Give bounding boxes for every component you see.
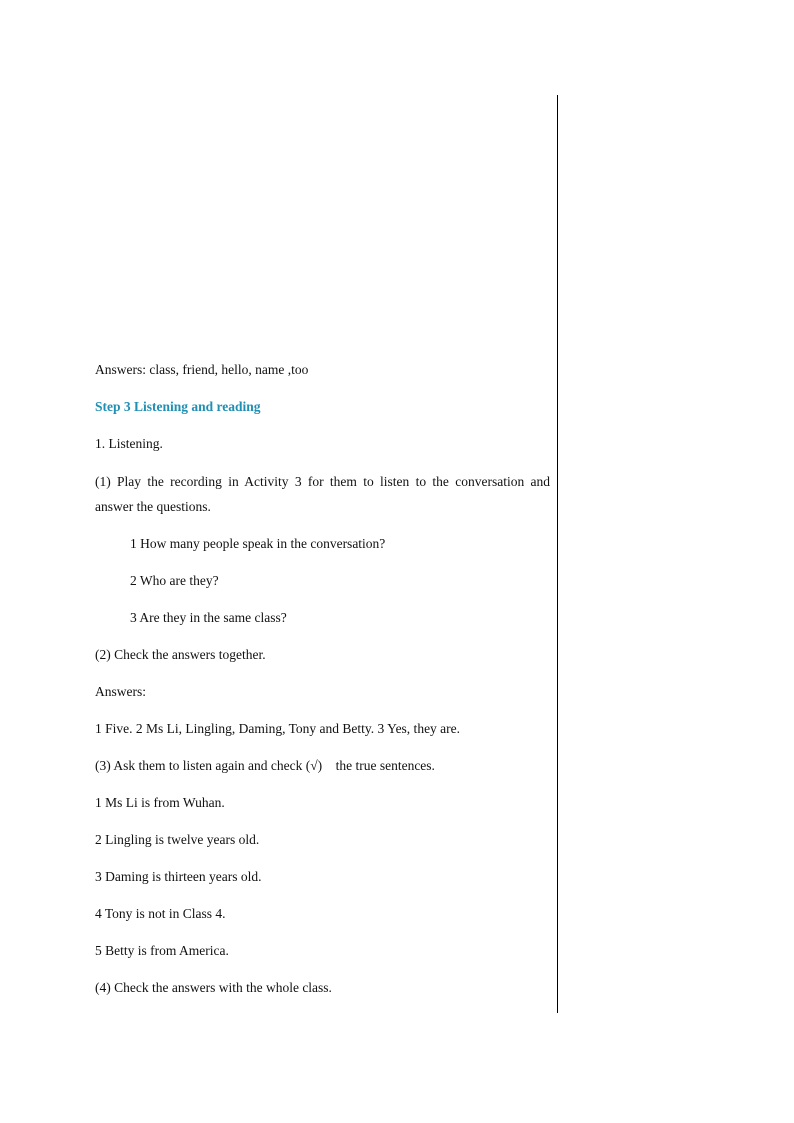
step-heading: Step 3 Listening and reading [95,399,261,414]
sentence-1: 1 Ms Li is from Wuhan. [95,795,225,810]
sentence-2: 2 Lingling is twelve years old. [95,832,260,847]
question-2: 2 Who are they? [130,573,219,588]
question-1: 1 How many people speak in the conversation? [130,536,386,551]
listening-title: 1. Listening. [95,436,163,451]
sentence-5: 5 Betty is from America. [95,943,229,958]
instruction-2: (2) Check the answers together. [95,647,266,662]
vocab-answers: Answers: class, friend, hello, name ,too [95,362,309,377]
lesson-content [95,358,550,1013]
instruction-4: (4) Check the answers with the whole class. [95,980,332,995]
answers-line: 1 Five. 2 Ms Li, Lingling, Daming, Tony and Betty. 3 Yes, they are. [95,721,461,736]
answers-label: Answers: [95,684,146,699]
vertical-divider [557,95,558,1013]
sentence-3: 3 Daming is thirteen years old. [95,869,262,884]
question-3: 3 Are they in the same class? [130,610,287,625]
instruction-3: (3) Ask them to listen again and check (√) the true sentences. [95,758,435,773]
instruction-1: (1) Play the recording in Activity 3 for them to listen to the conversation and answer the questions. [95,474,550,514]
sentence-4: 4 Tony is not in Class 4. [95,906,226,921]
